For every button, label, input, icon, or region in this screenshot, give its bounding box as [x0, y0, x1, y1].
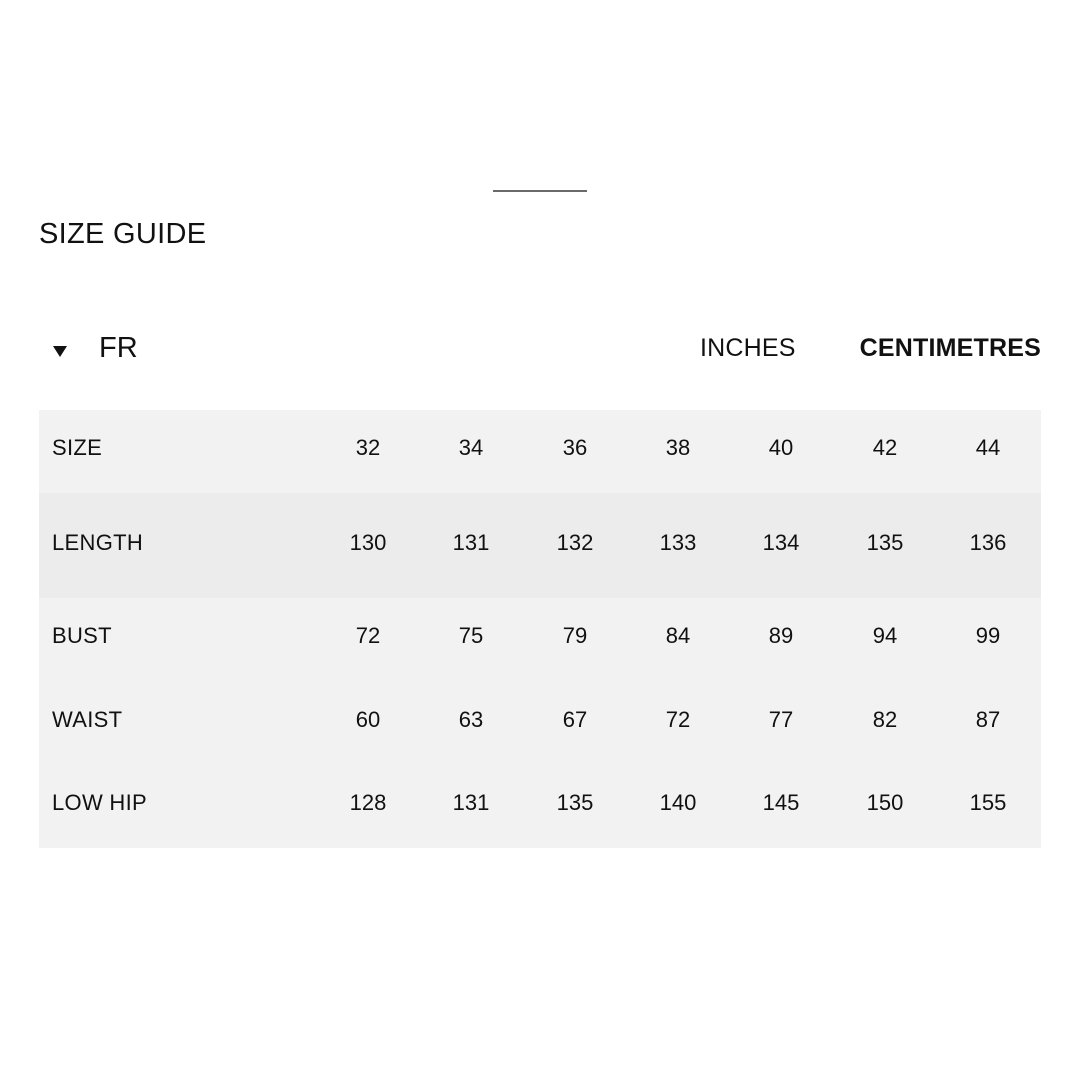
caret-down-icon [53, 346, 67, 357]
table-cell: 132 [556, 530, 594, 555]
row-label: BUST [52, 623, 112, 648]
table-cell: 134 [762, 530, 800, 555]
table-cell: 99 [975, 623, 1001, 648]
table-cell: 87 [975, 707, 1001, 732]
region-selected-label: FR [99, 332, 138, 364]
table-cell: 42 [872, 435, 898, 460]
table-row [39, 682, 1041, 765]
table-cell: 135 [556, 790, 594, 815]
row-label: SIZE [52, 435, 103, 460]
table-row [39, 493, 1041, 598]
unit-toggle-centimetres[interactable]: CENTIMETRES [859, 334, 1041, 362]
table-cell: 89 [768, 623, 794, 648]
size-table [39, 410, 1041, 848]
table-cell: 133 [659, 530, 697, 555]
table-cell: 128 [349, 790, 387, 815]
table-row [39, 598, 1041, 682]
table-cell: 130 [349, 530, 387, 555]
table-cell: 32 [355, 435, 381, 460]
region-dropdown[interactable] [39, 329, 138, 367]
table-cell: 145 [762, 790, 800, 815]
table-cell: 136 [969, 530, 1007, 555]
table-cell: 44 [975, 435, 1001, 460]
table-cell: 94 [872, 623, 898, 648]
unit-toggle-inches[interactable]: INCHES [700, 334, 796, 362]
row-label: LOW HIP [52, 790, 147, 815]
table-cell: 140 [659, 790, 697, 815]
page-title: SIZE GUIDE [39, 218, 207, 250]
table-cell: 75 [458, 623, 484, 648]
table-cell: 82 [872, 707, 898, 732]
table-cell: 150 [866, 790, 904, 815]
table-cell: 40 [768, 435, 794, 460]
table-cell: 131 [452, 790, 490, 815]
table-cell: 79 [562, 623, 588, 648]
table-row [39, 765, 1041, 848]
controls-row [39, 329, 1041, 367]
table-cell: 36 [562, 435, 588, 460]
table-cell: 72 [355, 623, 381, 648]
table-cell: 63 [458, 707, 484, 732]
table-cell: 67 [562, 707, 588, 732]
table-cell: 60 [355, 707, 381, 732]
table-cell: 155 [969, 790, 1007, 815]
row-label: LENGTH [52, 530, 144, 555]
table-cell: 34 [458, 435, 484, 460]
table-cell: 77 [768, 707, 794, 732]
row-label: WAIST [52, 707, 123, 732]
table-cell: 84 [665, 623, 691, 648]
table-cell: 72 [665, 707, 691, 732]
sheet-drag-handle[interactable] [493, 190, 587, 192]
table-row [39, 410, 1041, 493]
table-cell: 131 [452, 530, 490, 555]
table-cell: 38 [665, 435, 691, 460]
table-cell: 135 [866, 530, 904, 555]
